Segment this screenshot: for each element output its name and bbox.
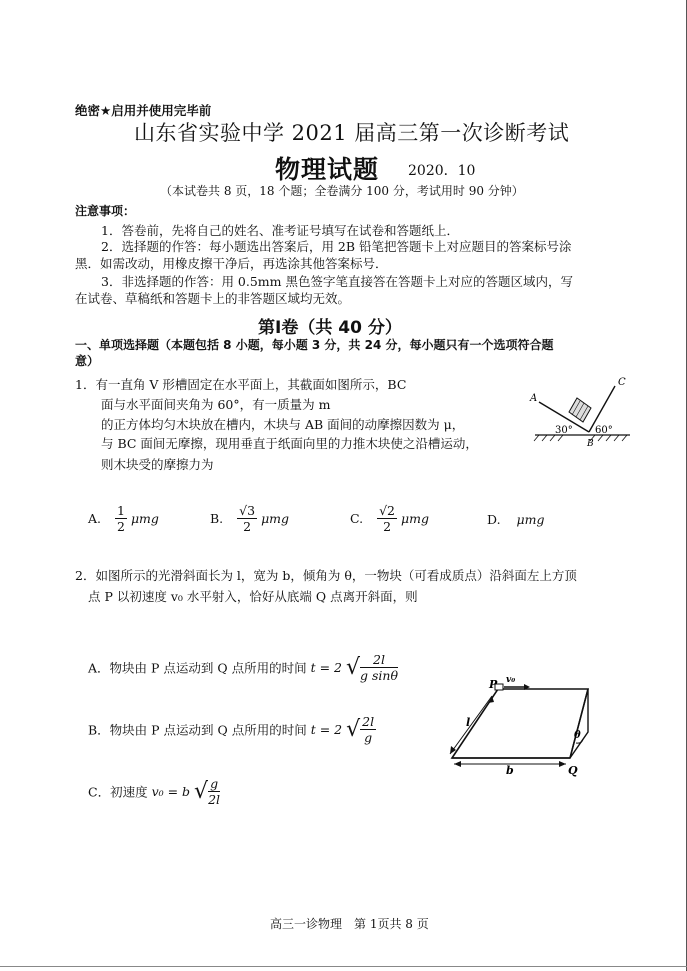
q2-option-c[interactable] — [88, 776, 220, 807]
label-v0: v₀ — [506, 675, 516, 685]
formula-lhs: v₀ = b — [151, 784, 191, 799]
label-c: C — [618, 377, 626, 388]
sqrt-icon: √ — [346, 717, 361, 742]
school-exam-title: 山东省实验中学 2021 届高三第一次诊断考试 — [134, 121, 570, 145]
ground-hatch — [534, 435, 627, 441]
frac-den: 2 — [117, 519, 125, 534]
option-tail: μmg — [400, 511, 429, 526]
q1-option-a[interactable] — [88, 503, 159, 534]
notice-item: 黑．如需改动，用橡皮擦干净后，再选涂其他答案标号． — [75, 256, 388, 271]
q1-option-c[interactable] — [350, 503, 429, 534]
exam-date: 2020．10 — [408, 163, 476, 179]
notice-item: 3．非选择题的作答：用 0.5mm 黑色签字笔直接答在答题卡上对应的答题区域内，写 — [101, 274, 573, 289]
angle-30: 30° — [555, 425, 573, 436]
label-a: A — [530, 393, 538, 404]
notice-item: 2．选择题的作答：每小题选出答案后，用 2B 铅笔把答题卡上对应题目的答案标号涂 — [101, 239, 572, 254]
section-heading: 一、单项选择题（本题包括 8 小题，每小题 3 分，共 24 分，每小题只有一个选项符合题 — [75, 338, 554, 352]
notice-item: 在试卷、草稿纸和答题卡上的非答题区域均无效。 — [75, 291, 351, 306]
q2-option-b[interactable] — [88, 714, 376, 745]
q1-line: 的正方体均匀木块放在槽内，木块与 AB 面间的动摩擦因数为 μ， — [101, 417, 465, 432]
page-edge-bottom — [0, 966, 687, 967]
label-l: l — [466, 716, 471, 729]
option-tail: μmg — [130, 511, 159, 526]
q1-line: 面与水平面间夹角为 60°，有一质量为 m — [101, 397, 331, 412]
frac-den: 2 — [383, 519, 392, 534]
incline-side — [570, 689, 588, 758]
option-text: C．初速度 — [88, 784, 148, 800]
frac-den: 2l — [208, 792, 221, 807]
angle-60: 60° — [595, 425, 613, 436]
label-p: P — [489, 678, 498, 691]
option-tail: μmg — [516, 512, 545, 527]
frac-num: √2 — [379, 503, 395, 518]
v-groove-figure — [525, 372, 635, 452]
frac-num: 2l — [360, 652, 398, 668]
q2-option-a[interactable] — [88, 652, 398, 683]
formula-lhs: t = 2 — [310, 722, 343, 737]
frac-den: g sinθ — [360, 668, 398, 683]
page-footer: 高三一诊物理 第 1页共 8 页 — [270, 917, 429, 931]
label-b: B — [587, 439, 594, 449]
incline-figure — [440, 670, 610, 780]
option-label: D. — [487, 512, 501, 527]
part1-title: 第Ⅰ卷（共 40 分） — [258, 318, 402, 338]
frac-num: 1 — [117, 503, 125, 518]
notice-heading: 注意事项： — [75, 204, 136, 218]
sqrt-icon: √ — [345, 655, 360, 680]
l-dimension — [450, 696, 492, 754]
q2-line: 2．如图所示的光滑斜面长为 l，宽为 b，倾角为 θ，一物块（可看成质点）沿斜面左上方顶 — [75, 568, 577, 583]
q1-option-d[interactable] — [487, 512, 545, 527]
sqrt-icon: √ — [194, 779, 209, 804]
frac-num: 2l — [362, 714, 375, 729]
option-text: B．物块由 P 点运动到 Q 点所用的时间 — [88, 722, 307, 738]
secret-label: 绝密★启用并使用完毕前 — [75, 103, 212, 118]
q2-line: 点 P 以初速度 v₀ 水平射入，恰好从底端 Q 点离开斜面，则 — [88, 589, 418, 604]
q1-line: 与 BC 面间无摩擦，现用垂直于纸面向里的力推木块使之沿槽运动， — [101, 436, 478, 451]
frac-den: g — [364, 730, 373, 745]
frac-num: g — [210, 776, 219, 791]
exam-subtitle: （本试卷共 8 页，18 个题；全卷满分 100 分，考试用时 90 分钟） — [160, 184, 524, 198]
q1-option-b[interactable] — [210, 503, 289, 534]
label-q: Q — [568, 764, 578, 777]
option-label: A. — [88, 511, 102, 526]
notice-item: 1．答卷前，先将自己的姓名、准考证号填写在试卷和答题纸上． — [101, 223, 459, 238]
page-title: 物理试题 — [275, 155, 380, 184]
q1-line: 1．有一直角 V 形槽固定在水平面上，其截面如图所示，BC — [75, 377, 407, 392]
q1-line: 则木块受的摩擦力为 — [101, 457, 214, 472]
label-theta: θ — [574, 730, 581, 741]
label-b: b — [506, 764, 514, 777]
option-text: A．物块由 P 点运动到 Q 点所用的时间 — [88, 660, 307, 676]
option-tail: μmg — [261, 511, 290, 526]
option-label: B. — [210, 511, 224, 526]
section-heading-cont: 意） — [75, 354, 100, 368]
frac-den: 2 — [243, 519, 252, 534]
frac-num: √3 — [239, 503, 256, 518]
option-label: C. — [350, 511, 364, 526]
formula-lhs: t = 2 — [310, 660, 342, 675]
